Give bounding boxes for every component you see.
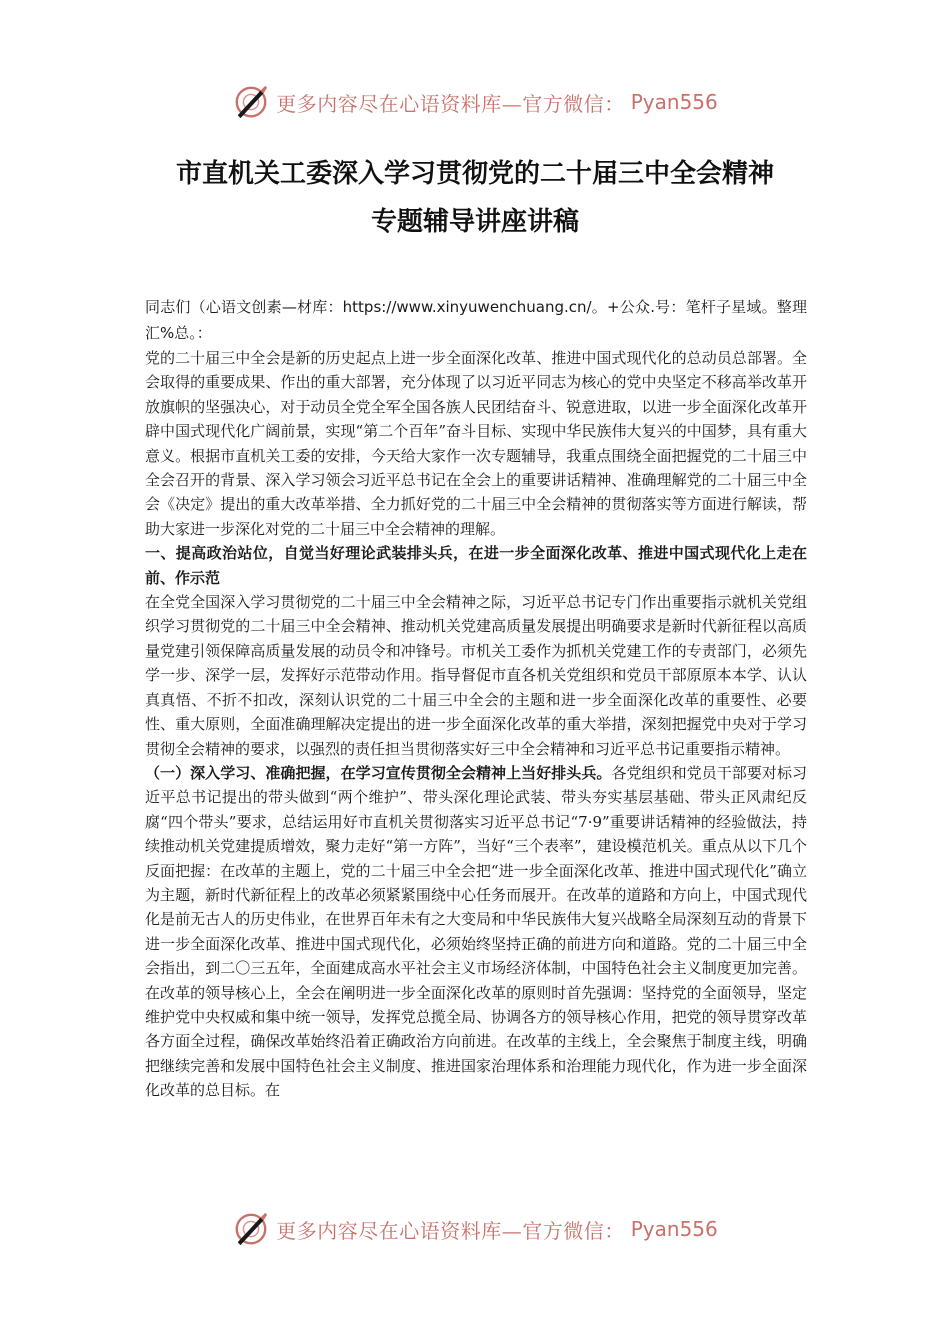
section-heading-1: 一、提高政治站位，自觉当好理论武装排头兵，在进一步全面深化改革、推进中国式现代化上走在前、作示范 [145,544,807,587]
footer-banner [0,1207,950,1251]
banner-text: 更多内容尽在心语资料库—官方微信： [276,1218,625,1243]
document-title [120,150,830,246]
title-line-2: 专题辅导讲座讲稿 [370,207,579,237]
subsection-1-body: 各党组织和党员干部要对标习近平总书记提出的带头做到“两个维护”、带头深化理论武装、带头夯实基层基础、带头正风肃纪反腐“四个带头”要求，总结运用好市直机关贯彻落实习近平总书记“7·9”重要讲话精神的经验做法，持续推动机关党建提质增效，聚力走好“第一方阵”，当好“三个表率”，建设模范机关。重点从以下几个反面把握：在改革的主题上，党的二十届三中全会把“进一步全面深化改革、推进中国式现代化”确立为主题，新时代新征程上的改革必须紧紧围绕中心任务而展开。在改革的道路和方向上，中国式现代化是前无古人的历史伟业，在世界百年未有之大变局和中华民族伟大复兴战略全局深刻互动的背景下进一步全面深化改革、推进中国式现代化，必须始终坚持正确的前进方向和道路。党的二十届三中全会指出，到二〇三五年，全面建成高水平社会主义市场经济体制，中国特色社会主义制度更加完善。在改革的领导核心上，全会在阐明进一步全面深化改革的原则时首先强调：坚持党的全面领导，坚定维护党中央权威和集中统一领导，发挥党总揽全局、协调各方的领导核心作用，把党的领导贯穿改革各方面全过程，确保改革始终沿着正确政治方向前进。在改革的主线上，全会聚焦于制度主线，明确把继续完善和发展中国特色社会主义制度、推进国家治理体系和治理能力现代化，作为进一步全面深化改革的总目标。在 [145,763,807,1100]
document-body [145,294,807,1103]
subsection-1-lead: （一）深入学习、准确把握，在学习宣传贯彻全会精神上当好排头兵。 [145,763,612,782]
header-banner [0,80,950,124]
banner-wechat-id: Pyan556 [630,1217,718,1241]
title-line-1: 市直机关工委深入学习贯彻党的二十届三中全会精神 [175,159,774,189]
section-1-paragraph: 在全党全国深入学习贯彻党的二十届三中全会精神之际，习近平总书记专门作出重要指示就机关党组织学习贯彻党的二十届三中全会精神、推动机关党建高质量发展提出明确要求是新时代新征程以高质量党建引领保障高质量发展的动员令和冲锋号。市机关工委作为抓机关党建工作的专责部门，必须先学一步、深学一层，发挥好示范带动作用。指导督促市直各机关党组织和党员干部原原本本学、认认真真悟、不折不扣改，深刻认识党的二十届三中全会的主题和进一步全面深化改革的重要性、必要性、重大原则，全面准确理解决定提出的进一步全面深化改革的重大举措，深刻把握党中央对于学习贯彻全会精神的要求，以强烈的责任担当贯彻落实好三中全会精神和习近平总书记重要指示精神。 [145,593,807,758]
subsection-1-paragraph [145,761,807,1103]
greeting-paragraph: 同志们（心语文创素—材库：https://www.xinyuwenchuang.cn/。+公众.号：笔杆子星域。整理汇%总。： [145,298,807,342]
intro-paragraph: 党的二十届三中全会是新的历史起点上进一步全面深化改革、推进中国式现代化的总动员总部署。全会取得的重要成果、作出的重大部署，充分体现了以习近平同志为核心的党中央坚定不移高举改革开放旗帜的坚强决心，对于动员全党全军全国各族人民团结奋斗、锐意进取，以进一步全面深化改革开辟中国式现代化广阔前景，实现“第二个百年”奋斗目标、实现中华民族伟大复兴的中国梦，具有重大意义。根据市直机关工委的安排，今天给大家作一次专题辅导，我重点围绕全面把握党的二十届三中全会召开的背景、深入学习领会习近平总书记在全会上的重要讲话精神、准确理解党的二十届三中全会《决定》提出的重大改革举措、全力抓好党的二十届三中全会精神的贯彻落实等方面进行解读，帮助大家进一步深化对党的二十届三中全会精神的理解。 [145,349,807,538]
banner-wechat-id: Pyan556 [630,90,718,114]
banner-text: 更多内容尽在心语资料库—官方微信： [276,91,625,116]
pen-logo-icon [232,1210,270,1248]
pen-logo-icon [232,83,270,121]
